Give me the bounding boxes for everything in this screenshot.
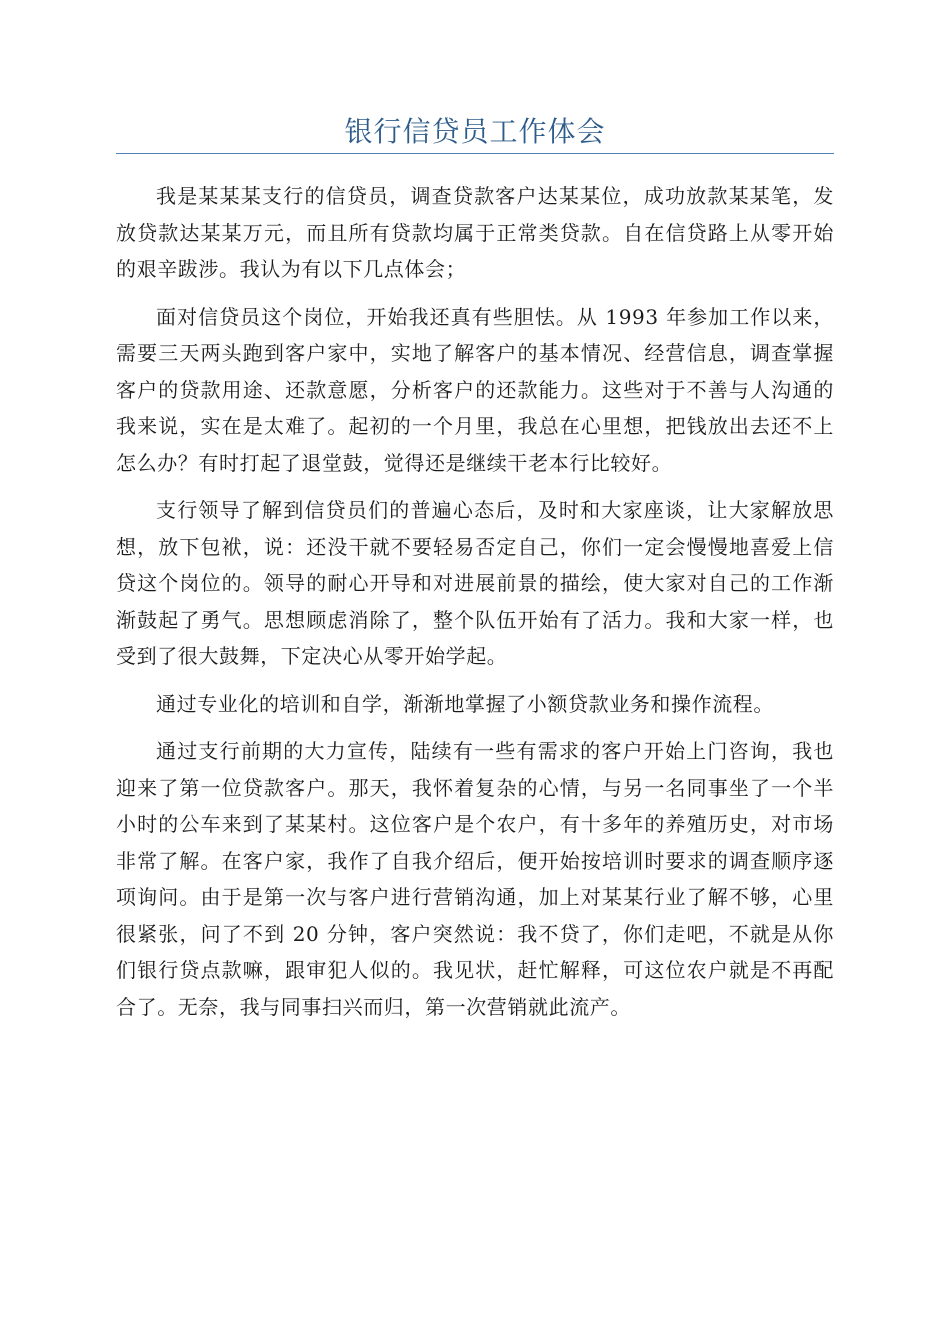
- paragraph-intro: 我是某某某支行的信贷员，调查贷款客户达某某位，成功放款某某笔，发放贷款达某某万元，而且所有贷款均属于正常类贷款。自在信贷路上从零开始的艰辛跋涉。我认为有以下几点体会；: [116, 184, 834, 281]
- document-body: [116, 178, 834, 1036]
- paragraph-leadership-support: 支行领导了解到信贷员们的普遍心态后，及时和大家座谈，让大家解放思想，放下包袱，说：还没干就不要轻易否定自己，你们一定会慢慢地喜爱上信贷这个岗位的。领导的耐心开导和对进展前景的描绘，使大家对自己的工作渐渐鼓起了勇气。思想顾虑消除了，整个队伍开始有了活力。我和大家一样，也受到了很大鼓舞，下定决心从零开始学起。: [116, 498, 834, 668]
- paragraph-first-client: 通过支行前期的大力宣传，陆续有一些有需求的客户开始上门咨询，我也迎来了第一位贷款客户。那天，我怀着复杂的心情，与另一名同事坐了一个半小时的公车来到了某某村。这位客户是个农户，有十多年的养殖历史，对市场非常了解。在客户家，我作了自我介绍后，便开始按培训时要求的调查顺序逐项询问。由于是第一次与客户进行营销沟通，加上对某某行业了解不够，心里很紧张，问了不到 20 分钟，客户突然说：我不贷了，你们走吧，不就是从你们银行贷点款嘛，跟审犯人似的。我见状，赶忙解释，可这位农户就是不再配合了。无奈，我与同事扫兴而归，第一次营销就此流产。: [116, 739, 834, 1019]
- document-title: 银行信贷员工作体会: [344, 115, 606, 148]
- paragraph-initial-fear: 面对信贷员这个岗位，开始我还真有些胆怯。从 1993 年参加工作以来，需要三天两头跑到客户家中，实地了解客户的基本情况、经营信息，调查掌握客户的贷款用途、还款意愿，分析客户的还款能力。这些对于不善与人沟通的我来说，实在是太难了。起初的一个月里，我总在心里想，把钱放出去还不上怎么办？有时打起了退堂鼓，觉得还是继续干老本行比较好。: [116, 304, 834, 475]
- paragraph-training: 通过专业化的培训和自学，渐渐地掌握了小额贷款业务和操作流程。: [156, 691, 774, 716]
- title-underline: [116, 153, 834, 154]
